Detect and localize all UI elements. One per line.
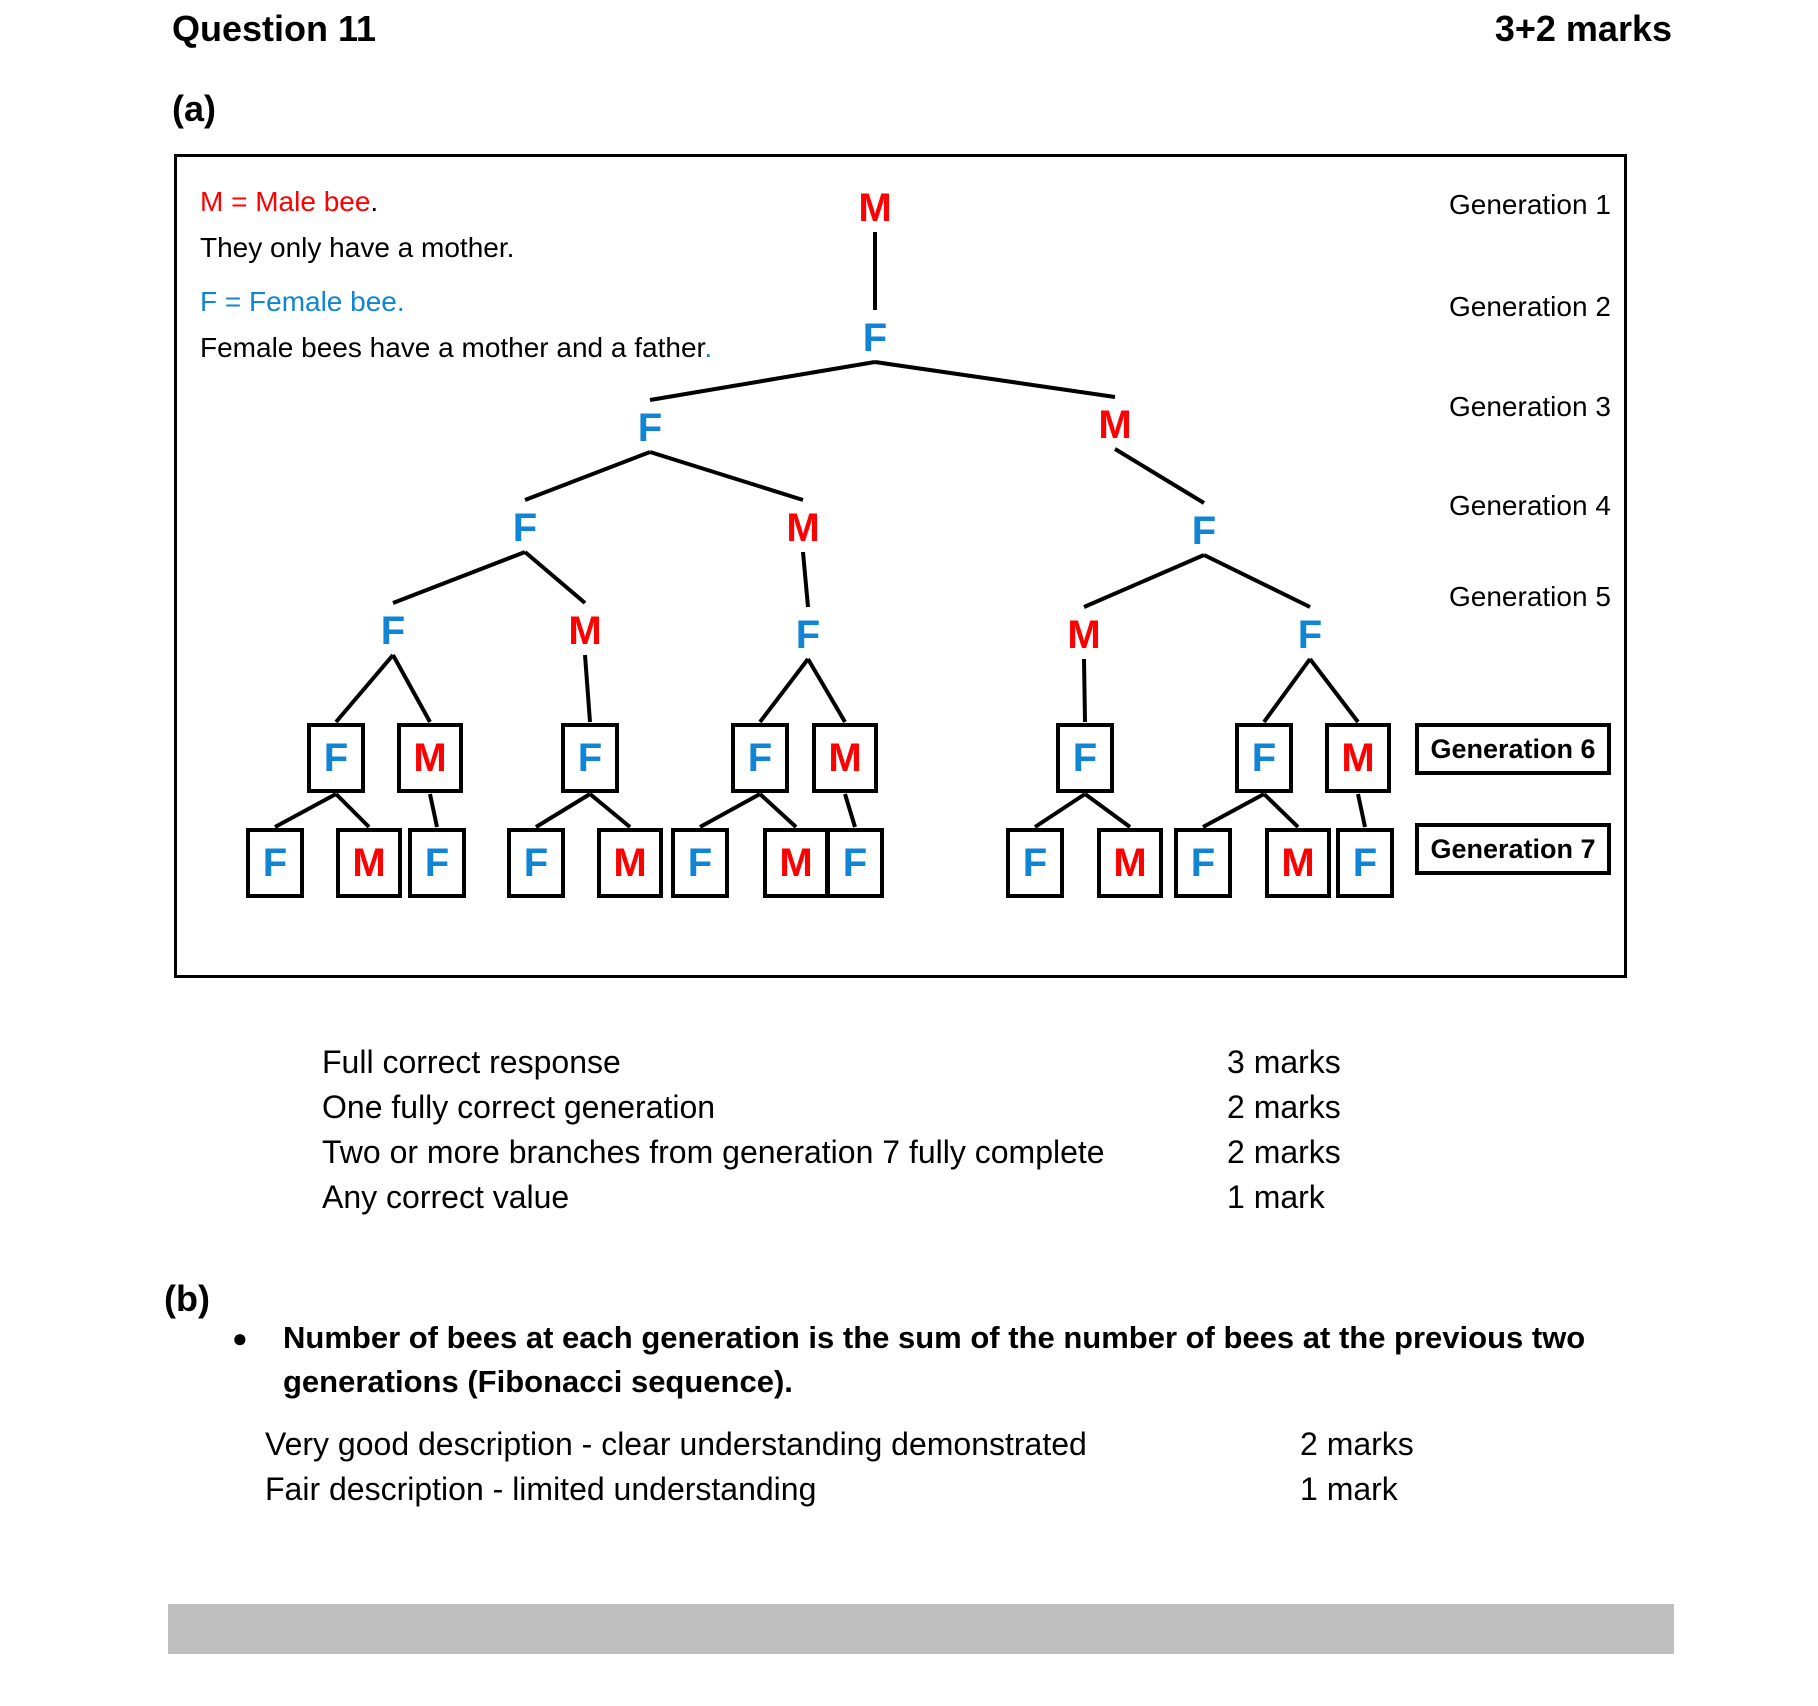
bee-genealogy-diagram	[174, 154, 1627, 978]
bee-node-male: M	[779, 841, 813, 885]
marking-marks: 2 marks	[1227, 1134, 1341, 1170]
bee-node-male: M	[828, 736, 862, 780]
bee-node-female: F	[523, 841, 549, 885]
bee-node-female: F	[512, 506, 538, 550]
bee-node-male: M	[352, 841, 386, 885]
tree-edge	[700, 794, 760, 827]
tree-edge	[1115, 449, 1204, 503]
tree-edge	[585, 655, 590, 722]
marking-marks: 1 mark	[1300, 1471, 1398, 1507]
legend-male-desc: They only have a mother.	[200, 232, 515, 263]
legend-female-desc: Female bees have a mother and a father.	[200, 332, 713, 363]
marking-row	[322, 1040, 1622, 1085]
tree-edge	[1035, 794, 1085, 827]
part-b-answer-text: Number of bees at each generation is the sum of the number of bees at the previous two generations (Fibonacci sequence).	[283, 1320, 1586, 1399]
tree-edge	[525, 452, 650, 500]
part-b-answer-bullet	[232, 1316, 1682, 1404]
marking-description: Two or more branches from generation 7 fully complete	[322, 1134, 1105, 1170]
bee-node-male: M	[1067, 613, 1101, 657]
bee-node-female: F	[637, 406, 663, 450]
bee-node-female: F	[1072, 736, 1098, 780]
tree-edge	[336, 794, 369, 827]
bee-node-female: F	[380, 609, 406, 653]
generation-5-label: Generation 5	[1449, 581, 1611, 612]
bee-node-female: F	[1022, 841, 1048, 885]
bee-node-female: F	[1190, 841, 1216, 885]
bee-node-female: F	[323, 736, 349, 780]
generation-7-label: Generation 7	[1415, 823, 1611, 875]
marking-row	[265, 1467, 1565, 1512]
tree-edge	[336, 655, 393, 722]
tree-edge	[275, 794, 336, 827]
bee-node-female: F	[687, 841, 713, 885]
tree-edge	[590, 794, 630, 827]
marking-description: One fully correct generation	[322, 1089, 716, 1125]
tree-edge	[845, 794, 855, 827]
marking-marks: 2 marks	[1227, 1089, 1341, 1125]
tree-edge	[1084, 555, 1204, 607]
bee-node-male: M	[1098, 403, 1132, 447]
bee-node-female: F	[842, 841, 868, 885]
bee-node-male: M	[568, 609, 602, 653]
question-title: Question 11	[172, 8, 377, 49]
tree-edge	[1264, 659, 1310, 722]
legend-gap	[200, 271, 712, 279]
tree-edge	[430, 794, 437, 827]
marking-row	[265, 1422, 1565, 1467]
bee-node-female: F	[747, 736, 773, 780]
bee-node-male: M	[1113, 841, 1147, 885]
tree-edge	[1264, 794, 1298, 827]
bee-node-female: F	[262, 841, 288, 885]
total-marks-label: 3+2 marks	[1494, 8, 1672, 49]
tree-edge	[1358, 794, 1365, 827]
tree-edge	[393, 552, 525, 603]
bee-node-male: M	[413, 736, 447, 780]
legend-male-title: M = Male bee.	[200, 186, 379, 217]
tree-edge	[808, 659, 845, 722]
generation-2-label: Generation 2	[1449, 291, 1611, 322]
marking-row	[322, 1085, 1622, 1130]
generation-3-label: Generation 3	[1449, 391, 1611, 422]
marking-row	[322, 1175, 1622, 1220]
marking-description: Full correct response	[322, 1044, 621, 1080]
bee-node-female: F	[424, 841, 450, 885]
part-a-label: (a)	[172, 88, 216, 129]
legend-female-title: F = Female bee.	[200, 286, 405, 317]
tree-edge	[1310, 659, 1358, 722]
tree-edge	[1203, 794, 1264, 827]
tree-edge	[536, 794, 590, 827]
bee-node-female: F	[1191, 509, 1217, 553]
generation-1-label: Generation 1	[1449, 189, 1611, 220]
bee-node-female: F	[1352, 841, 1378, 885]
bullet-icon: ●	[232, 1323, 248, 1353]
marking-description: Very good description - clear understanding demonstrated	[265, 1426, 1087, 1462]
marking-marks: 3 marks	[1227, 1044, 1341, 1080]
tree-edge	[1085, 794, 1130, 827]
tree-edge	[393, 655, 430, 722]
tree-edge	[1084, 659, 1085, 722]
bee-node-female: F	[795, 613, 821, 657]
marking-description: Fair description - limited understanding	[265, 1471, 817, 1507]
tree-edge	[1204, 555, 1310, 607]
bee-node-female: F	[1251, 736, 1277, 780]
bee-node-male: M	[613, 841, 647, 885]
bee-node-female: F	[1297, 613, 1323, 657]
marking-marks: 2 marks	[1300, 1426, 1414, 1462]
tree-edge	[760, 794, 796, 827]
marking-row	[322, 1130, 1622, 1175]
marking-description: Any correct value	[322, 1179, 570, 1215]
tree-edge	[875, 362, 1115, 397]
tree-edge	[760, 659, 808, 722]
generation-4-label: Generation 4	[1449, 490, 1611, 521]
part-a-marking-table	[322, 1040, 1622, 1220]
tree-edge	[525, 552, 585, 603]
bee-node-female: F	[862, 316, 888, 360]
bee-node-female: F	[577, 736, 603, 780]
marking-marks: 1 mark	[1227, 1179, 1325, 1215]
tree-edge	[803, 552, 808, 607]
part-b-label: (b)	[164, 1278, 210, 1319]
part-b-marking-table	[265, 1422, 1565, 1512]
bee-node-male: M	[1281, 841, 1315, 885]
tree-edge	[650, 452, 803, 500]
bee-node-male: M	[786, 506, 820, 550]
legend	[200, 179, 712, 371]
bee-node-male: M	[1341, 736, 1375, 780]
footer-gray-bar	[168, 1604, 1674, 1654]
bee-node-male: M	[858, 186, 892, 230]
generation-6-label: Generation 6	[1415, 723, 1611, 775]
